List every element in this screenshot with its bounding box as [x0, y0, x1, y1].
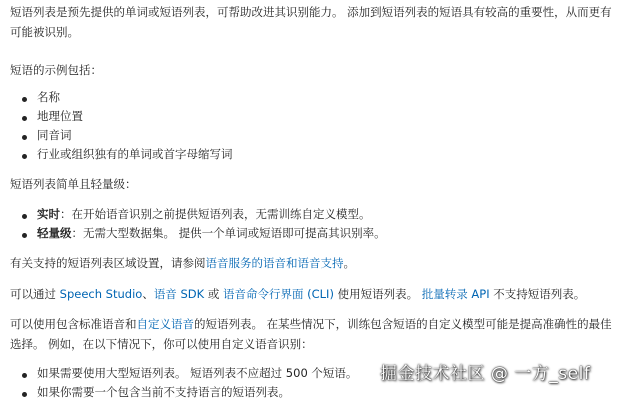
bullet-icon — [22, 373, 27, 378]
watermark-text: 掘金技术社区 @ 一方_self — [380, 364, 591, 384]
bullet-icon — [22, 214, 27, 219]
intro-paragraph-line-2: 可能被识别。 — [10, 25, 79, 39]
examples-heading: 短语的示例包括： — [10, 63, 102, 77]
lightweight-item-realtime — [37, 206, 371, 222]
custom-text-2: 的短语列表。 在某些情况下，训练包含短语的自定义模型可能是提高准确性的最佳 — [194, 317, 612, 331]
custom-item-large-list: 如果需要使用大型短语列表。 短语列表不应超过 500 个短语。 — [37, 366, 358, 380]
speech-studio-link[interactable]: Speech Studio — [59, 287, 143, 301]
bullet-icon — [22, 116, 27, 121]
custom-speech-link[interactable]: 自定义语音 — [136, 317, 194, 331]
desc-lightweight: ：无需大型数据集。 提供一个单词或短语即可提高其识别率。 — [71, 226, 386, 240]
term-lightweight: 轻量级 — [37, 226, 72, 240]
usage-text-1: 可以通过 — [10, 287, 60, 301]
custom-paragraph-line-1 — [10, 316, 612, 332]
example-item-locations: 地理位置 — [37, 109, 83, 123]
support-suffix: 。 — [343, 256, 355, 270]
lightweight-item-light — [37, 225, 386, 241]
lightweight-heading: 短语列表简单且轻量级： — [10, 177, 137, 191]
example-item-jargon: 行业或组织独有的单词或首字母缩写词 — [37, 147, 233, 161]
bullet-icon — [22, 233, 27, 238]
example-item-homonyms: 同音词 — [37, 128, 72, 142]
custom-paragraph-line-2: 选择。 例如，在以下情况下，你可以使用自定义语音识别： — [10, 337, 313, 351]
support-paragraph — [10, 255, 355, 271]
term-realtime: 实时 — [37, 207, 60, 221]
custom-text-1: 可以使用包含标准语音和 — [10, 317, 137, 331]
speech-cli-link[interactable]: 语音命令行界面 (CLI) — [222, 287, 334, 301]
language-support-link[interactable]: 语音服务的语音和语音支持 — [205, 256, 344, 270]
intro-paragraph-line-1: 短语列表是预先提供的单词或短语列表，可帮助改进其识别能力。 添加到短语列表的短语具有较高的重要性，从而更有 — [10, 5, 612, 19]
bullet-icon — [22, 154, 27, 159]
usage-text-4: 使用短语列表。 — [333, 287, 422, 301]
usage-text-3: 或 — [204, 287, 223, 301]
support-prefix: 有关支持的短语列表区域设置，请参阅 — [10, 256, 206, 270]
custom-item-unsupported-language: 如果你需要一个包含当前不支持语言的短语列表。 — [37, 385, 290, 399]
batch-transcription-link[interactable]: 批量转录 API — [421, 287, 490, 301]
bullet-icon — [22, 135, 27, 140]
usage-text-2: 、 — [142, 287, 154, 301]
bullet-icon — [22, 97, 27, 102]
usage-text-5: 不支持短语列表。 — [489, 287, 586, 301]
bullet-icon — [22, 392, 27, 397]
desc-realtime: ：在开始语音识别之前提供短语列表，无需训练自定义模型。 — [60, 207, 371, 221]
usage-paragraph — [10, 286, 585, 302]
speech-sdk-link[interactable]: 语音 SDK — [153, 287, 205, 301]
example-item-names: 名称 — [37, 90, 60, 104]
